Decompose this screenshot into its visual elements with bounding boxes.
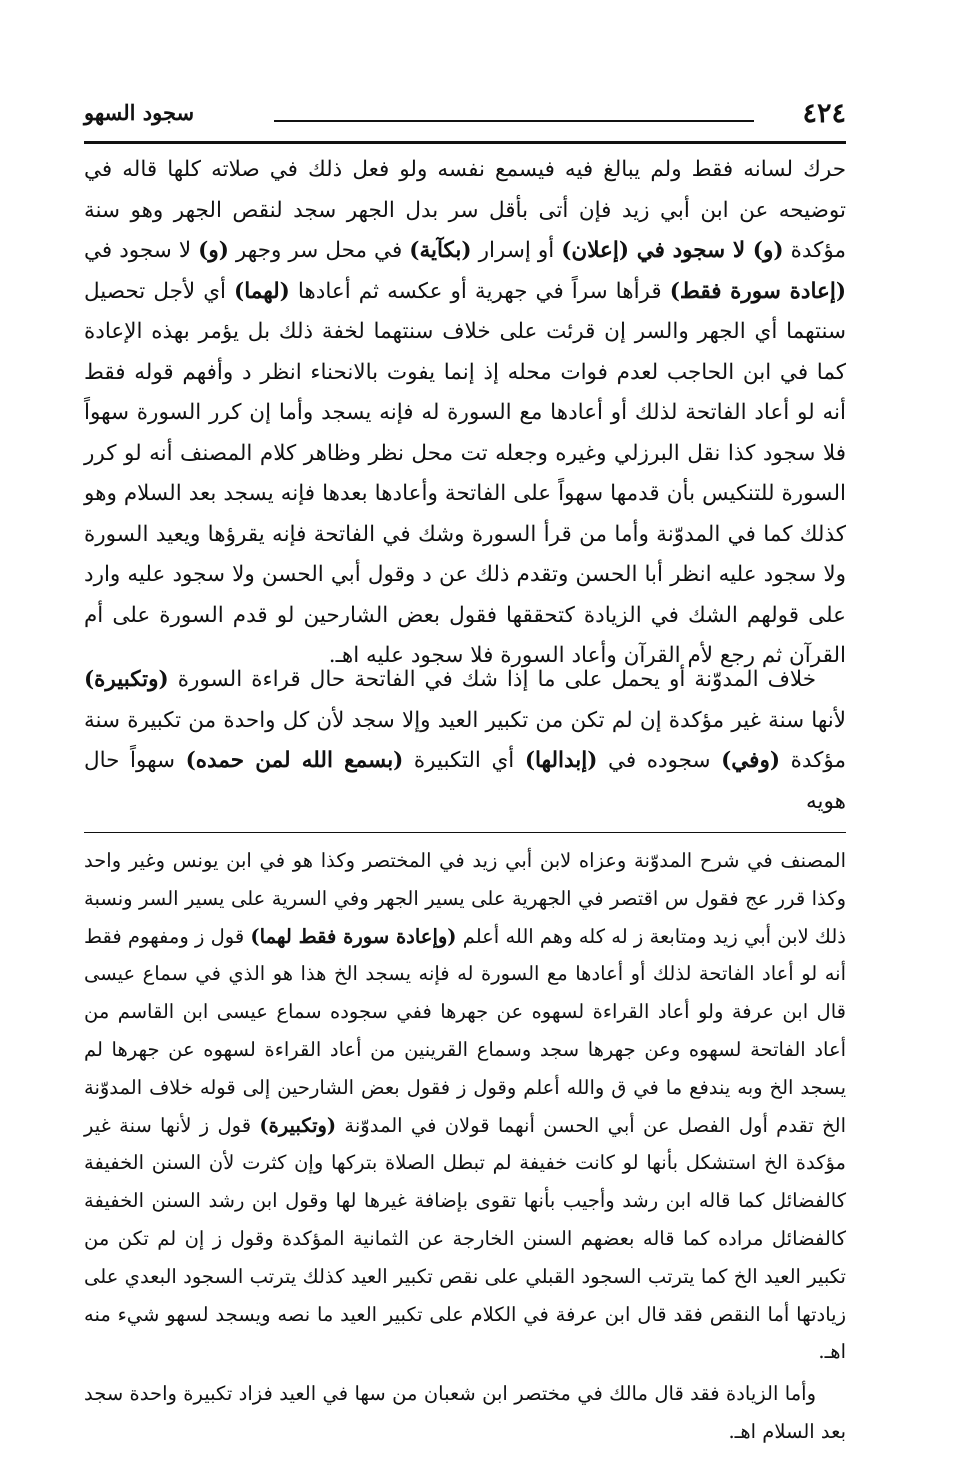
footnote-paragraph-2: وأما الزيادة فقد قال مالك في مختصر ابن شعبان من سها في العيد فزاد تكبيرة واحدة سجد بعد السلام اهـ.	[84, 1382, 846, 1443]
text-run: سجوده في	[597, 748, 722, 773]
bold-text-run: (بسمع الله لمن حمده)	[185, 748, 404, 773]
page-header	[84, 98, 846, 138]
bold-text-run: (وإعادة سورة فقط لهما)	[250, 924, 457, 948]
bold-text-run: (وتكبيرة)	[84, 667, 169, 692]
bold-text-run: (إعادة سورة فقط)	[669, 278, 846, 304]
header-rule	[274, 120, 754, 122]
text-run: قول ز لأنها سنة غير مؤكدة الخ استشكل بأنها لو كانت خفيفة لم تبطل الصلاة بتركها وإن كثرت لأن السنن الخفيفة كالفضائل كما قاله ابن رشد وأجيب بأنها تقوى بإضافة غيرها لها وقول ابن رشد السنن الخفيفة كالفضائل مراده كما قاله بعضهم السنن الخارجة عن الثمانية المؤكدة وقول ز إن لم تكن من تكبير العيد الخ كما يترتب السجود القبلي على نقص تكبير العيد كذلك يترتب السجود البعدي على زيادتها أما النقص فقد قال ابن عرفة في الكلام على تكبير العيد ما نصه ويسجد لسهو شيء منه اهـ.	[84, 1113, 846, 1364]
bold-text-run: (و) لا سجود في (إعلان)	[561, 238, 784, 263]
bold-text-run: (وتكبيرة)	[259, 1113, 337, 1137]
main-text	[84, 150, 846, 677]
text-run: لأنها سنة غير مؤكدة إن لم تكن من تكبير العيد وإلا سجد لأن كل واحدة من تكبيرة سنة مؤكدة	[84, 707, 846, 773]
text-run: المصنف في شرح المدوّنة وعزاه لابن أبي زيد في المختصر وكذا هو في ابن يونس وغير واحد وكذا قرر عج فقول س اقتصر في الجهرية على يسير الجهر وفي السرية على يسير السر ونسبة ذلك لابن أبي زيد ومتابعة ز له كله وهم الله أعلم	[84, 849, 846, 948]
text-run: أي التكبيرة	[403, 748, 525, 773]
bold-text-run: (وفي)	[721, 748, 781, 773]
text-run: خلاف المدوّنة أو يحمل على ما إذا شك في الفاتحة حال قراءة السورة	[168, 667, 816, 692]
text-run: حرك لسانه فقط ولم يبالغ فيه فيسمع نفسه ولو فعل ذلك في صلاته كلها قاله في توضيحه عن ابن أبي زيد فإن أتى بأقل سر بدل الجهر سجد لنقص الجهر وهو سنة مؤكدة	[84, 157, 846, 263]
running-title: سجود السهو	[84, 100, 195, 125]
bold-text-run: (لهما)	[234, 278, 290, 304]
main-paragraph-2	[84, 660, 846, 822]
bold-text-run: (و)	[198, 238, 229, 263]
text-run: في محل سر وجهر	[228, 238, 410, 263]
text-run: سهواً حال هويه	[84, 748, 846, 814]
main-text-continued	[84, 660, 846, 822]
text-run: لا سجود في	[84, 238, 199, 263]
text-run: قرأها سراً في جهرية أو عكسه ثم أعادها	[289, 278, 670, 304]
header-underline	[84, 141, 846, 144]
footnote-paragraph-1	[84, 842, 846, 1371]
text-run: قول ز ومفهوم فقط أنه لو أعاد الفاتحة لذلك أو أعادها مع السورة له فإنه يسجد الخ هذا هو الذي في سماع عيسى قال ابن عرفة ولو أعاد القراءة لسهوه عن جهرها ففي سجوده سماع عيسى ابن القاسم من أعاد الفاتحة لسهوه وعن جهرها سجد وسماع القرينين من أعاد القراءة لسهوه عن جهرها لم يسجد الخ وبه يندفع ما في ق والله أعلم وقول ز فقول بعض الشارحين إلى قوله خلاف المدوّنة الخ تقدم أول الفصل عن أبي الحسن أنهما قولان في المدوّنة	[84, 924, 846, 1137]
page-number: ٤٢٤	[802, 98, 846, 129]
main-paragraph-1	[84, 150, 846, 677]
bold-text-run: (إبدالها)	[524, 748, 598, 773]
bold-text-run: (بكآية)	[409, 238, 472, 263]
footnotes	[84, 842, 846, 1451]
text-run: أي لأجل تحصيل سنتهما أي الجهر والسر إن قرئت على خلاف سنتهما لخفة ذلك بل يؤمر بهذه الإعادة كما في ابن الحاجب لعدم فوات محله إذ إنما يفوت بالانحناء انظر د وأفهم قوله فقط أنه لو أعاد الفاتحة لذلك أو أعادها مع السورة له فإنه يسجد وأما إن كرر السورة سهواً فلا سجود كذا نقل البرزلي وغيره وجعله تت محل نظر وظاهر كلام المصنف أنه لو كرر السورة للتنكيس بأن قدمها سهواً على الفاتحة وأعادها بعدها فإنه يسجد بعد السلام وهو كذلك كما في المدوّنة وأما من قرأ السورة وشك في الفاتحة فإنه يقرؤها ويعيد السورة ولا سجود عليه انظر أبا الحسن وتقدم ذلك عن د وقول أبي الحسن ولا سجود عليه وارد على قولهم الشك في الزيادة كتحققها فقول بعض الشارحين لو قدم السورة على أم القرآن ثم رجع لأم القرآن وأعاد السورة فلا سجود عليه اهـ.	[84, 278, 846, 668]
text-run: أو إسرار	[471, 238, 562, 263]
footnote-separator	[84, 832, 846, 833]
